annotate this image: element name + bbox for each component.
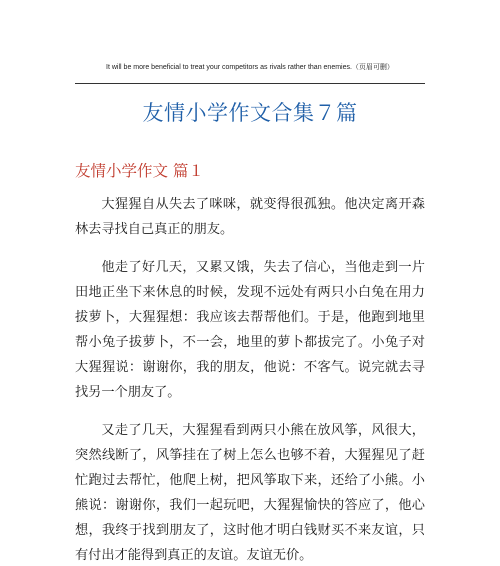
page-header-note: It will be more beneficial to treat your competitors as rivals rather than enemies.（页眉可删） xyxy=(106,64,394,71)
paragraph: 大猩猩自从失去了咪咪，就变得很孤独。他决定离开森林去寻找自己真正的朋友。 xyxy=(75,197,425,237)
section-title: 友情小学作文 篇１ xyxy=(75,162,204,180)
body-text xyxy=(75,192,425,566)
paragraph: 他走了好几天，又累又饿，失去了信心，当他走到一片田地正坐下来休息的时候，发现不远处有两只小白兔在用力拔萝卜，大猩猩想：我应该去帮帮他们。于是，他跑到地里帮小兔子拔萝卜，不一会，地里的萝卜都拔完了。小兔子对大猩猩说：谢谢你，我的朋友，他说：不客气。说完就去寻找另一个朋友了。 xyxy=(75,260,425,400)
document-title: 友情小学作文合集７篇 xyxy=(142,101,358,125)
header-divider xyxy=(75,83,425,84)
paragraph: 又走了几天，大猩猩看到两只小熊在放风筝，风很大，突然线断了，风筝挂在了树上怎么也够不着，大猩猩见了赶忙跑过去帮忙，他爬上树，把风筝取下来，还给了小熊。小熊说：谢谢你，我们一起玩吧，大猩猩愉快的答应了，他心想，我终于找到朋友了，这时他才明白钱财买不来友谊，只有付出才能得到真正的友谊。友谊无价。 xyxy=(75,423,425,563)
